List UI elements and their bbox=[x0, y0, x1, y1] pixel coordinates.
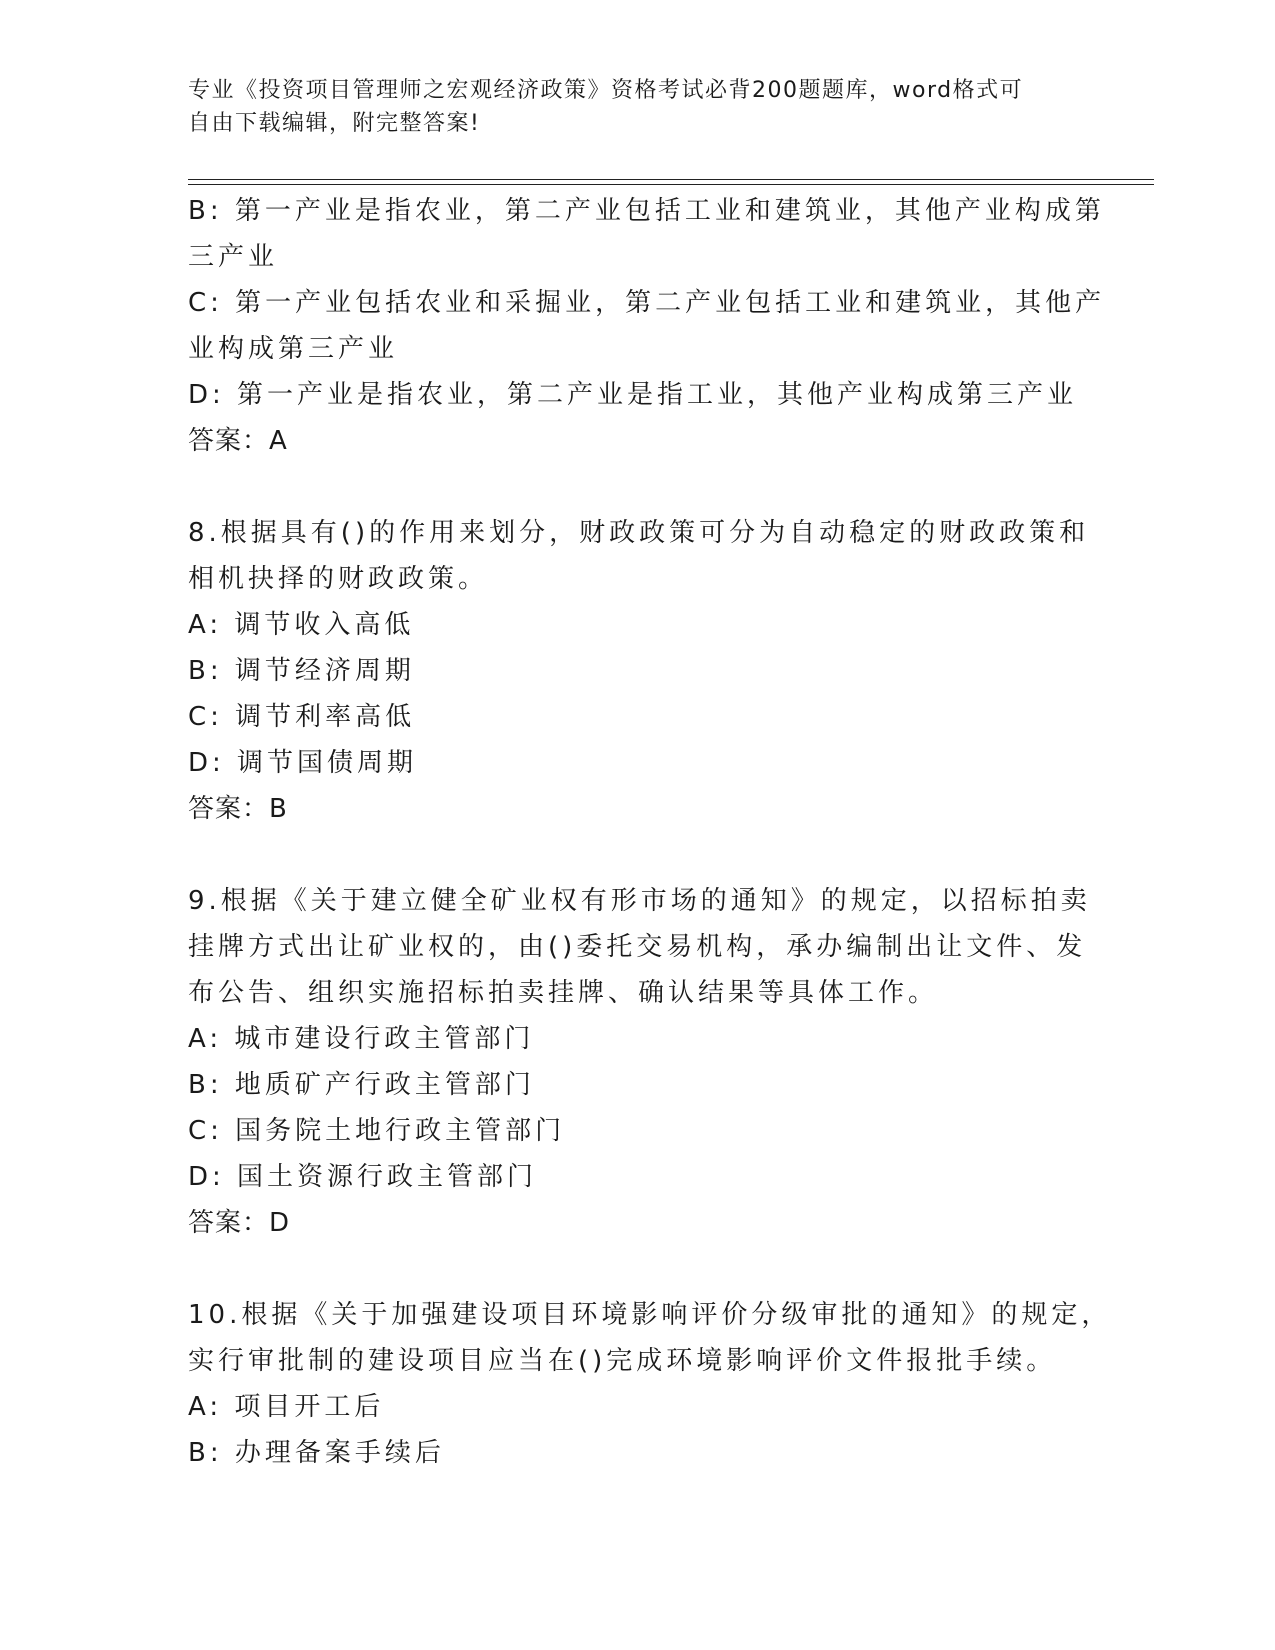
spacer bbox=[188, 832, 1088, 878]
option-a: A: 城市建设行政主管部门 bbox=[188, 1024, 535, 1054]
question-10 bbox=[188, 1292, 1112, 1476]
spacer bbox=[188, 1246, 1088, 1292]
option-b-line-1: B: 第一产业是指农业，第二产业包括工业和建筑业，其他产业构成第 bbox=[188, 196, 1105, 226]
question-stem-line-1: 10.根据《关于加强建设项目环境影响评价分级审批的通知》的规定， bbox=[188, 1300, 1112, 1330]
question-8 bbox=[188, 510, 1088, 832]
header-divider-bottom bbox=[188, 184, 1154, 185]
question-stem-line-2: 挂牌方式出让矿业权的，由()委托交易机构，承办编制出让文件、发 bbox=[188, 932, 1087, 962]
option-c-line-2: 业构成第三产业 bbox=[188, 334, 399, 364]
question-9 bbox=[188, 878, 1091, 1246]
option-b: B: 地质矿产行政主管部门 bbox=[188, 1070, 535, 1100]
option-c: C: 国务院土地行政主管部门 bbox=[188, 1116, 566, 1146]
option-a: A: 调节收入高低 bbox=[188, 610, 415, 640]
option-d: D: 第一产业是指农业，第二产业是指工业，其他产业构成第三产业 bbox=[188, 380, 1078, 410]
option-c: C: 调节利率高低 bbox=[188, 702, 416, 732]
question-stem-line-2: 实行审批制的建设项目应当在()完成环境影响评价文件报批手续。 bbox=[188, 1346, 1057, 1376]
question-stem-line-1: 8.根据具有()的作用来划分，财政政策可分为自动稳定的财政政策和 bbox=[188, 518, 1090, 548]
question-stem-line-3: 布公告、组织实施招标拍卖挂牌、确认结果等具体工作。 bbox=[188, 978, 939, 1008]
question-7-continued bbox=[188, 188, 1106, 464]
answer: 答案：D bbox=[188, 1208, 291, 1238]
answer: 答案：B bbox=[188, 794, 288, 824]
option-b-line-2: 三产业 bbox=[188, 242, 279, 272]
header-text-line-2: 自由下载编辑，附完整答案! bbox=[188, 111, 481, 136]
option-d: D: 国土资源行政主管部门 bbox=[188, 1162, 538, 1192]
header-text-line-1: 专业《投资项目管理师之宏观经济政策》资格考试必背200题题库，word格式可 bbox=[188, 78, 1024, 103]
answer: 答案：A bbox=[188, 426, 288, 456]
option-d: D: 调节国债周期 bbox=[188, 748, 418, 778]
option-c-line-1: C: 第一产业包括农业和采掘业，第二产业包括工业和建筑业，其他产 bbox=[188, 288, 1106, 318]
question-stem-line-1: 9.根据《关于建立健全矿业权有形市场的通知》的规定，以招标拍卖 bbox=[188, 886, 1091, 916]
option-b: B: 调节经济周期 bbox=[188, 656, 415, 686]
spacer bbox=[188, 464, 1088, 510]
page-header bbox=[188, 74, 1068, 140]
option-b: B: 办理备案手续后 bbox=[188, 1438, 445, 1468]
question-stem-line-2: 相机抉择的财政政策。 bbox=[188, 564, 489, 594]
option-a: A: 项目开工后 bbox=[188, 1392, 385, 1422]
header-divider-top bbox=[188, 179, 1154, 180]
question-list bbox=[188, 188, 1112, 1476]
